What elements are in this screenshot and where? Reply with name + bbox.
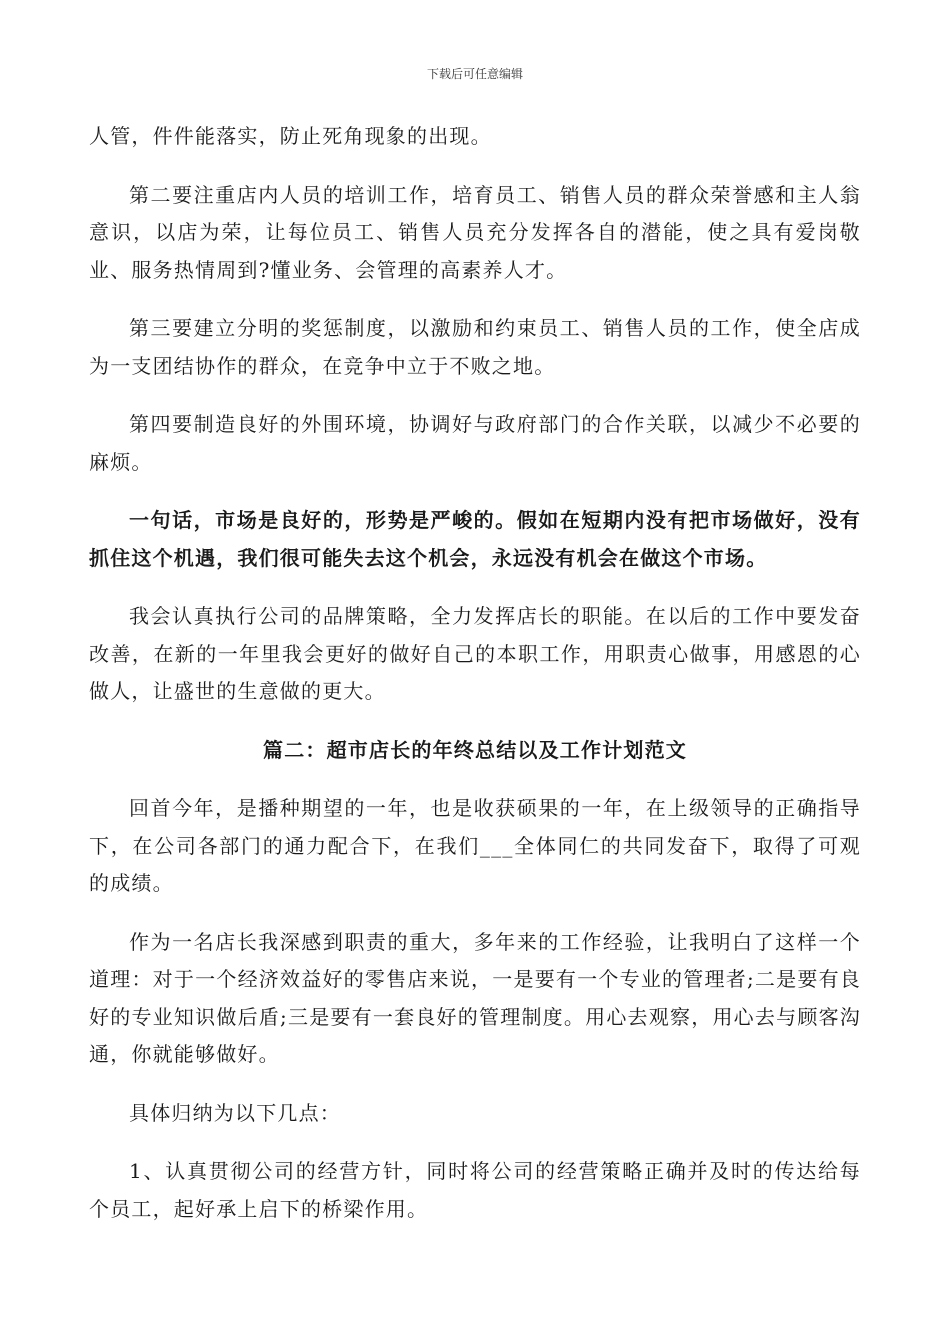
document-body (89, 118, 861, 1249)
paragraph: 作为一名店长我深感到职责的重大，多年来的工作经验，让我明白了这样一个道理：对于一个经济效益好的零售店来说，一是要有一个专业的管理者;二是要有良好的专业知识做后盾;三是要有一套良好的管理制度。用心去观察，用心去与顾客沟通，你就能够做好。 (89, 929, 861, 1066)
paragraph: 第三要建立分明的奖惩制度，以激励和约束员工、销售人员的工作，使全店成为一支团结协作的群众，在竞争中立于不败之地。 (89, 316, 861, 378)
paragraph: 1、认真贯彻公司的经营方针，同时将公司的经营策略正确并及时的传达给每个员工，起好承上启下的桥梁作用。 (89, 1159, 861, 1221)
paragraph: 回首今年，是播种期望的一年，也是收获硕果的一年，在上级领导的正确指导下，在公司各部门的通力配合下，在我们___全体同仁的共同发奋下，取得了可观的成绩。 (89, 796, 861, 895)
paragraph: 我会认真执行公司的品牌策略，全力发挥店长的职能。在以后的工作中要发奋改善，在新的一年里我会更好的做好自己的本职工作，用职责心做事，用感恩的心做人，让盛世的生意做的更大。 (89, 604, 861, 703)
paragraph: 第四要制造良好的外围环境，协调好与政府部门的合作关联，以减少不必要的麻烦。 (89, 412, 861, 474)
bold-paragraph: 一句话，市场是良好的，形势是严峻的。假如在短期内没有把市场做好，没有抓住这个机遇，我们很可能失去这个机会，永远没有机会在做这个市场。 (89, 508, 861, 570)
paragraph: 人管，件件能落实，防止死角现象的出现。 (89, 124, 492, 148)
paragraph: 第二要注重店内人员的培训工作，培育员工、销售人员的群众荣誉感和主人翁意识，以店为荣，让每位员工、销售人员充分发挥各自的潜能，使之具有爱岗敬业、服务热情周到?懂业务、会管理的高素养人才。 (89, 182, 861, 282)
page-header: 下载后可任意编辑 (426, 67, 523, 81)
section-heading: 篇二：超市店长的年终总结以及工作计划范文 (263, 737, 687, 762)
paragraph: 具体归纳为以下几点： (129, 1100, 341, 1125)
